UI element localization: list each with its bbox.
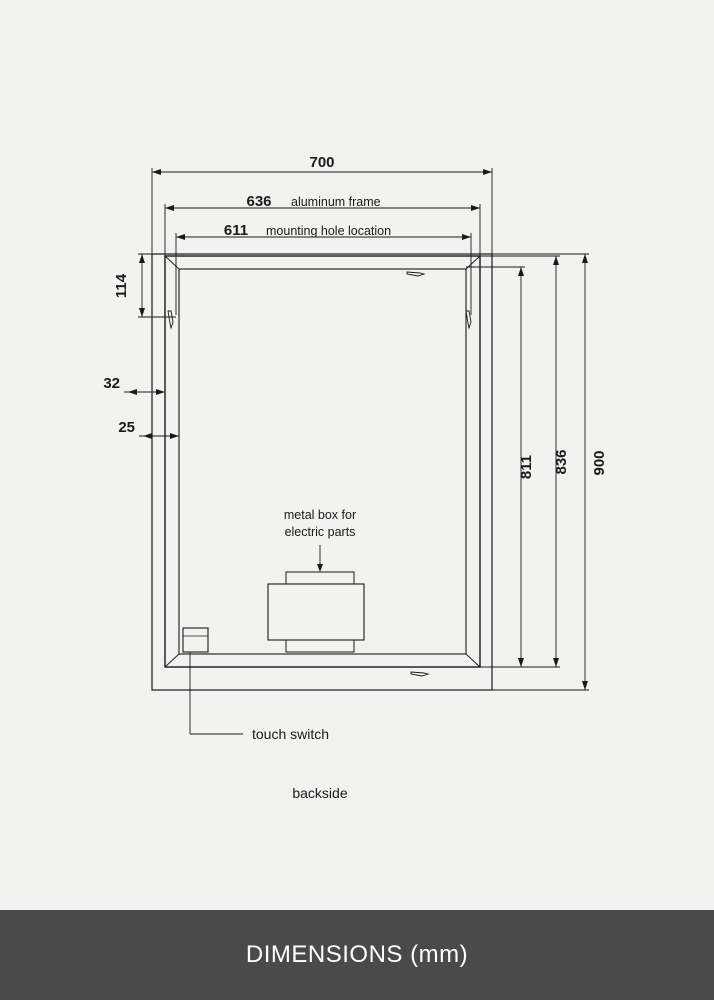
touch-switch-label: touch switch xyxy=(252,726,330,742)
dimension-611-value: 611 xyxy=(223,222,249,239)
metal-box-leader xyxy=(317,545,323,572)
dimension-636-value: 636 xyxy=(246,193,272,210)
dimension-811-value: 811 xyxy=(518,454,535,480)
aluminum-frame-label: aluminum frame xyxy=(291,195,381,209)
mounting-hole-label: mounting hole location xyxy=(266,224,392,238)
dimension-32 xyxy=(124,256,165,396)
dimension-25 xyxy=(139,269,179,440)
aluminum-frame-shape xyxy=(165,256,480,667)
footer-bar xyxy=(0,910,714,1000)
dimension-25-value: 25 xyxy=(118,419,135,436)
dimension-836-value: 836 xyxy=(553,449,570,475)
touch-switch-leader xyxy=(190,652,243,734)
dimension-900 xyxy=(492,254,589,690)
dimension-114-value: 114 xyxy=(113,273,130,299)
metal-box-label-line2: electric parts xyxy=(284,525,356,539)
diagram-caption: backside xyxy=(292,785,348,801)
mounting-hole-icon xyxy=(168,272,471,676)
metal-box-label-line1: metal box for xyxy=(283,508,357,522)
dimension-700-value: 700 xyxy=(309,154,335,171)
metal-box-shape xyxy=(268,572,364,652)
dimension-611 xyxy=(176,233,471,315)
footer-title: DIMENSIONS (mm) xyxy=(245,941,469,968)
dimension-32-value: 32 xyxy=(103,375,120,392)
mirror-outline xyxy=(152,254,492,690)
dimension-700 xyxy=(152,168,492,254)
dimension-114 xyxy=(138,254,176,317)
dimension-900-value: 900 xyxy=(591,450,608,476)
touch-switch-shape xyxy=(183,628,208,652)
dimension-811 xyxy=(466,267,525,667)
